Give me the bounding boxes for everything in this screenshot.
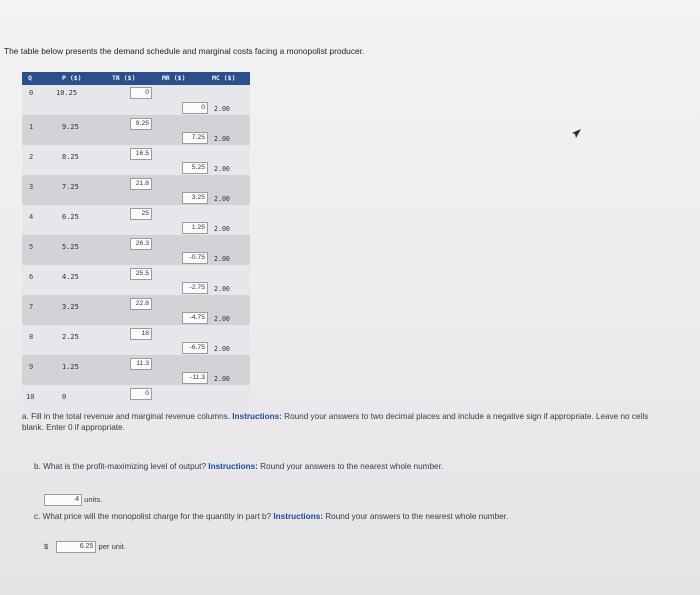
cell-price: 9.25 (62, 123, 79, 131)
total-revenue-input[interactable]: 16.5 (130, 148, 152, 160)
mouse-cursor-icon (570, 128, 582, 140)
cell-quantity: 8 (29, 333, 34, 341)
table-row (22, 355, 250, 385)
cell-quantity: 1 (29, 123, 34, 131)
table-row (22, 385, 250, 415)
table-row (22, 85, 250, 115)
part-c-question (34, 512, 508, 521)
marginal-revenue-input[interactable]: 0 (182, 102, 208, 114)
table-row (22, 205, 250, 235)
demand-schedule-table (22, 72, 250, 402)
cell-marginal-cost: 2.00 (214, 195, 230, 203)
table-row (22, 115, 250, 145)
total-revenue-input[interactable]: 0 (130, 87, 152, 99)
table-row (22, 325, 250, 355)
cell-quantity: 0 (29, 89, 34, 97)
marginal-revenue-input[interactable]: -2.75 (182, 282, 208, 294)
cell-price: 3.25 (62, 303, 79, 311)
part-c-answer-row (44, 541, 126, 553)
table-row (22, 265, 250, 295)
part-c-instructions-label: Instructions: (273, 512, 323, 521)
cell-marginal-cost: 2.00 (214, 285, 230, 293)
part-b-answer-row (44, 494, 102, 506)
cell-quantity: 2 (29, 153, 34, 161)
total-revenue-input[interactable]: 21.8 (130, 178, 152, 190)
cell-quantity: 6 (29, 273, 34, 281)
header-mc: MC ($) (212, 74, 236, 82)
currency-symbol: $ (44, 542, 49, 551)
cell-quantity: 7 (29, 303, 34, 311)
marginal-revenue-input[interactable]: 3.25 (182, 192, 208, 204)
cell-price: 4.25 (62, 273, 79, 281)
header-tr: TR ($) (112, 74, 136, 82)
table-header (22, 72, 250, 85)
cell-price: 8.25 (62, 153, 79, 161)
table-row (22, 145, 250, 175)
cell-marginal-cost: 2.00 (214, 135, 230, 143)
part-a-text: a. Fill in the total revenue and marginal revenue columns. (22, 412, 230, 421)
marginal-revenue-input[interactable]: -6.75 (182, 342, 208, 354)
header-q: Q (28, 74, 32, 82)
part-c-answer-input[interactable]: 6.25 (56, 541, 96, 553)
cell-marginal-cost: 2.00 (214, 105, 230, 113)
intro-text: The table below presents the demand schedule and marginal costs facing a monopolist producer. (4, 46, 365, 56)
cell-marginal-cost: 2.00 (214, 165, 230, 173)
part-b-unit: units. (84, 495, 103, 504)
marginal-revenue-input[interactable]: 5.25 (182, 162, 208, 174)
cell-price: 2.25 (62, 333, 79, 341)
marginal-revenue-input[interactable]: -4.75 (182, 312, 208, 324)
part-c-unit: per unit. (98, 542, 126, 551)
part-c-instructions: Round your answers to the nearest whole number. (325, 512, 509, 521)
cell-marginal-cost: 2.00 (214, 375, 230, 383)
part-c-text: c. What price will the monopolist charge for the quantity in part b? (34, 512, 272, 521)
part-a-instructions: Round your answers to two decimal places and include a negative sign if appropriate. Leave no cells blank. Enter 0 if appropriate. (22, 412, 649, 432)
marginal-revenue-input[interactable]: -11.3 (182, 372, 208, 384)
total-revenue-input[interactable]: 18 (130, 328, 152, 340)
cell-price: 10.25 (56, 89, 78, 97)
cell-quantity: 4 (29, 213, 34, 221)
cell-quantity: 5 (29, 243, 34, 251)
table-row (22, 175, 250, 205)
cell-marginal-cost: 2.00 (214, 345, 230, 353)
cell-price: 0 (62, 393, 67, 401)
table-row (22, 295, 250, 325)
part-b-text: b. What is the profit-maximizing level of output? (34, 462, 207, 471)
part-b-instructions: Round your answers to the nearest whole number. (260, 462, 444, 471)
total-revenue-input[interactable]: 25.5 (130, 268, 152, 280)
marginal-revenue-input[interactable]: -0.75 (182, 252, 208, 264)
total-revenue-input[interactable]: 0 (130, 388, 152, 400)
cell-quantity: 9 (29, 363, 34, 371)
header-p: P ($) (62, 74, 82, 82)
cell-price: 1.25 (62, 363, 79, 371)
total-revenue-input[interactable]: 9.25 (130, 118, 152, 130)
cell-marginal-cost: 2.00 (214, 255, 230, 263)
total-revenue-input[interactable]: 11.3 (130, 358, 152, 370)
part-b-question (34, 462, 443, 471)
cell-price: 5.25 (62, 243, 79, 251)
cell-price: 6.25 (62, 213, 79, 221)
cell-price: 7.25 (62, 183, 79, 191)
total-revenue-input[interactable]: 26.3 (130, 238, 152, 250)
table-row (22, 235, 250, 265)
marginal-revenue-input[interactable]: 1.25 (182, 222, 208, 234)
total-revenue-input[interactable]: 25 (130, 208, 152, 220)
part-b-answer-input[interactable]: 4 (44, 494, 82, 506)
header-mr: MR ($) (162, 74, 186, 82)
cell-quantity: 10 (26, 393, 35, 401)
cell-marginal-cost: 2.00 (214, 225, 230, 233)
part-a-question (22, 412, 652, 433)
part-b-instructions-label: Instructions: (208, 462, 258, 471)
cell-quantity: 3 (29, 183, 34, 191)
marginal-revenue-input[interactable]: 7.25 (182, 132, 208, 144)
part-a-instructions-label: Instructions: (232, 412, 282, 421)
cell-marginal-cost: 2.00 (214, 315, 230, 323)
total-revenue-input[interactable]: 22.8 (130, 298, 152, 310)
